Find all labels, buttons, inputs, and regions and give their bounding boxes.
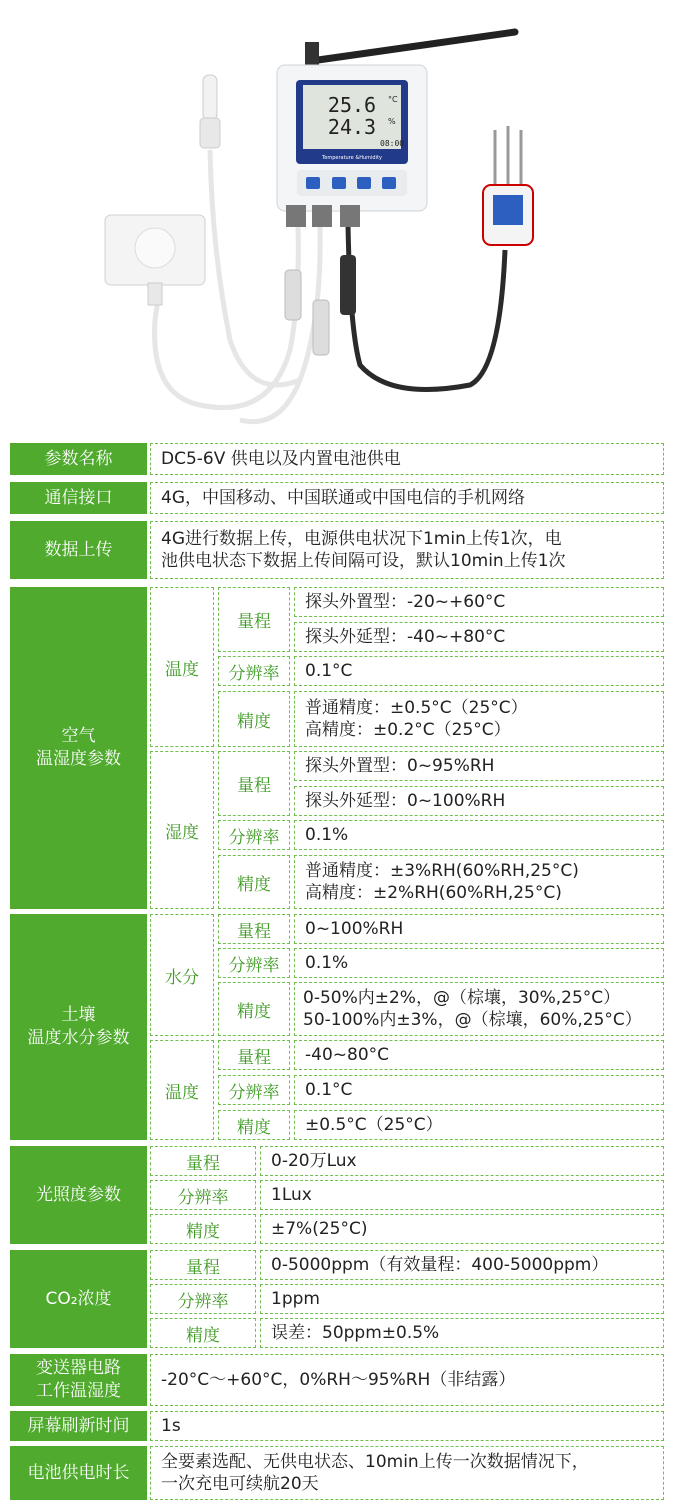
section-co2: CO₂浓度 bbox=[10, 1250, 147, 1348]
row-label-power: 参数名称 bbox=[10, 443, 147, 475]
co2-acc-label: 精度 bbox=[150, 1318, 256, 1348]
lcd-temp-unit: °C bbox=[388, 95, 398, 104]
soil-temp-range-label: 量程 bbox=[218, 1040, 290, 1070]
air-temp-acc: 普通精度：±0.5°C（25°C） 高精度：±0.2°C（25°C） bbox=[294, 691, 664, 747]
row-value-comm: 4G，中国移动、中国联通或中国电信的手机网络 bbox=[150, 482, 664, 514]
row-value-power: DC5-6V 供电以及内置电池供电 bbox=[150, 443, 664, 475]
air-temp-label: 温度 bbox=[150, 587, 214, 747]
lcd-hum: 24.3 bbox=[327, 115, 377, 139]
air-temp-range1: 探头外置型：-20~+60°C bbox=[294, 587, 664, 617]
row-label-comm: 通信接口 bbox=[10, 482, 147, 514]
section-soil: 土壤 温度水分参数 bbox=[10, 914, 147, 1140]
soil-water-label: 水分 bbox=[150, 914, 214, 1036]
air-temp-res-label: 分辨率 bbox=[218, 656, 290, 686]
co2-range: 0-5000ppm（有效量程：400-5000ppm） bbox=[260, 1250, 664, 1280]
row-value-upload: 4G进行数据上传，电源供电状况下1min上传1次，电 池供电状态下数据上传间隔可设，默认10min上传1次 bbox=[150, 521, 664, 579]
section-air: 空气 温湿度参数 bbox=[10, 587, 147, 909]
soil-water-res-label: 分辨率 bbox=[218, 948, 290, 978]
row-label-upload: 数据上传 bbox=[10, 521, 147, 579]
light-range: 0-20万Lux bbox=[260, 1146, 664, 1176]
row-value-refresh: 1s bbox=[150, 1411, 664, 1441]
air-temp-range2: 探头外延型：-40~+80°C bbox=[294, 622, 664, 652]
co2-acc: 误差：50ppm±0.5% bbox=[260, 1318, 664, 1348]
soil-water-acc: 0-50%内±2%，@（棕壤，30%,25°C） 50-100%内±3%，@（棕壤，60%,25°C） bbox=[294, 982, 664, 1036]
air-hum-label: 湿度 bbox=[150, 751, 214, 909]
air-temp-res: 0.1°C bbox=[294, 656, 664, 686]
soil-temp-label: 温度 bbox=[150, 1040, 214, 1140]
lcd-hum-unit: % bbox=[388, 117, 396, 126]
row-label-refresh: 屏幕刷新时间 bbox=[10, 1411, 147, 1441]
row-label-battery: 电池供电时长 bbox=[10, 1446, 147, 1500]
light-acc: ±7%(25°C) bbox=[260, 1214, 664, 1244]
air-hum-range1: 探头外置型：0~95%RH bbox=[294, 751, 664, 781]
soil-water-res: 0.1% bbox=[294, 948, 664, 978]
soil-water-acc-label: 精度 bbox=[218, 982, 290, 1036]
section-light: 光照度参数 bbox=[10, 1146, 147, 1244]
air-hum-acc-label: 精度 bbox=[218, 855, 290, 909]
co2-res-label: 分辨率 bbox=[150, 1284, 256, 1314]
soil-temp-acc-label: 精度 bbox=[218, 1110, 290, 1140]
air-hum-acc: 普通精度：±3%RH(60%RH,25°C) 高精度：±2%RH(60%RH,25°C) bbox=[294, 855, 664, 909]
co2-range-label: 量程 bbox=[150, 1250, 256, 1280]
row-label-env: 变送器电路 工作温湿度 bbox=[10, 1354, 147, 1406]
lcd-label: Temperature &Humidity bbox=[322, 155, 382, 161]
soil-temp-res: 0.1°C bbox=[294, 1075, 664, 1105]
co2-res: 1ppm bbox=[260, 1284, 664, 1314]
air-hum-range2: 探头外延型：0~100%RH bbox=[294, 786, 664, 816]
soil-temp-acc: ±0.5°C（25°C） bbox=[294, 1110, 664, 1140]
air-hum-res-label: 分辨率 bbox=[218, 820, 290, 850]
product-illustration bbox=[0, 0, 674, 435]
soil-temp-res-label: 分辨率 bbox=[218, 1075, 290, 1105]
row-value-battery: 全要素选配、无供电状态、10min上传一次数据情况下， 一次充电可续航20天 bbox=[150, 1446, 664, 1500]
air-hum-range-label: 量程 bbox=[218, 751, 290, 816]
soil-water-range: 0~100%RH bbox=[294, 914, 664, 944]
air-hum-res: 0.1% bbox=[294, 820, 664, 850]
light-acc-label: 精度 bbox=[150, 1214, 256, 1244]
air-temp-range-label: 量程 bbox=[218, 587, 290, 652]
light-res-label: 分辨率 bbox=[150, 1180, 256, 1210]
row-value-env: -20°C～+60°C，0%RH～95%RH（非结露） bbox=[150, 1354, 664, 1406]
soil-water-range-label: 量程 bbox=[218, 914, 290, 944]
lcd-temp: 25.6 bbox=[327, 93, 377, 117]
light-range-label: 量程 bbox=[150, 1146, 256, 1176]
light-res: 1Lux bbox=[260, 1180, 664, 1210]
air-temp-acc-label: 精度 bbox=[218, 691, 290, 747]
soil-temp-range: -40~80°C bbox=[294, 1040, 664, 1070]
lcd-time: 08:00 bbox=[380, 139, 405, 148]
